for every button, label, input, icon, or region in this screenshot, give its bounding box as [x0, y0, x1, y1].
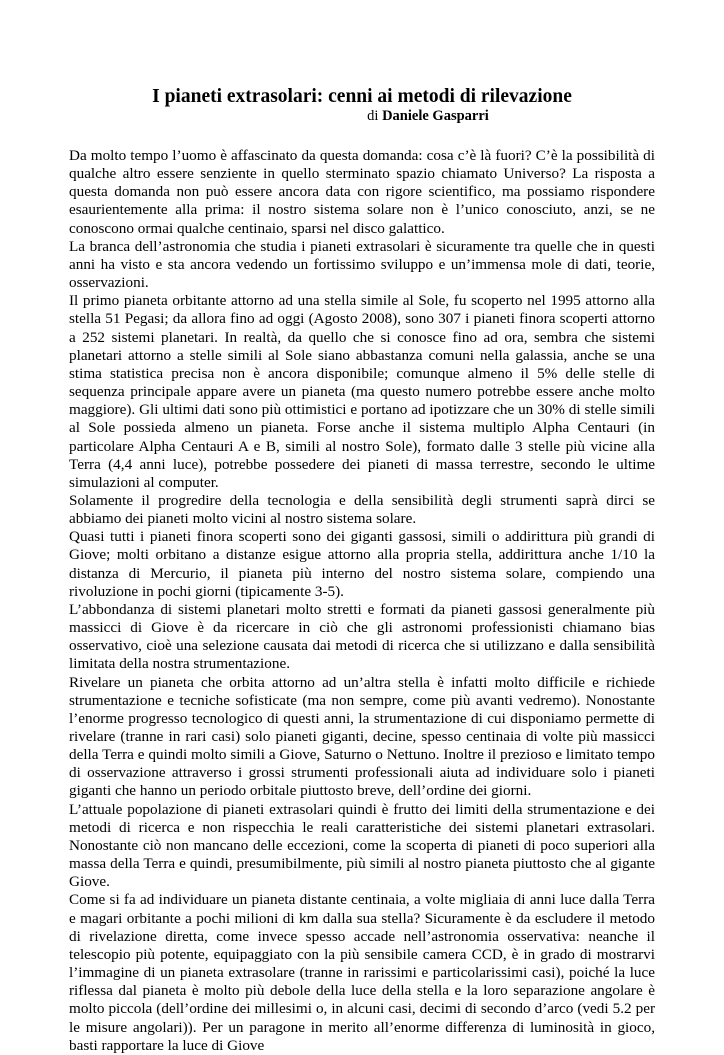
- paragraph: Rivelare un pianeta che orbita attorno ad un’altra stella è infatti molto difficile e richiede strumentazione e tecniche sofisticate (ma non sempre, come più avanti vedremo). Nonostante l’enorme progresso tecnologico di questi anni, la strumentazione di cui disponiamo permette di rivelare (tranne in rari casi) solo pianeti giganti, decine, spesso centinaia di volte più massicci della Terra e quindi molto simili a Giove, Saturno o Nettuno. Inoltre il prezioso e limitato tempo di osservazione attraverso i grossi strumenti professionali aiuta ad individuare solo i pianeti giganti che hanno un periodo orbitale piuttosto breve, dell’ordine dei giorni.: [69, 673, 655, 800]
- document-page: [69, 86, 655, 1055]
- document-body: [69, 147, 655, 1055]
- paragraph: Quasi tutti i pianeti finora scoperti sono dei giganti gassosi, simili o addirittura più grandi di Giove; molti orbitano a distanze esigue attorno alla propria stella, addirittura anche 1/10 la distanza di Mercurio, il pianeta più interno del nostro sistema solare, compiendo una rivoluzione in pochi giorni (tipicamente 3-5).: [69, 528, 655, 600]
- paragraph: Solamente il progredire della tecnologia e della sensibilità degli strumenti saprà dirci se abbiamo dei pianeti molto vicini al nostro sistema solare.: [69, 491, 655, 528]
- paragraph: Da molto tempo l’uomo è affascinato da questa domanda: cosa c’è là fuori? C’è la possibilità di qualche altro essere senziente in quello sterminato spazio chiamato Universo? La risposta a questa domanda non può essere ancora data con rigore scientifico, ma possiamo rispondere esaurientemente alla prima: il nostro sistema solare non è l’unico conosciuto, anzi, se ne conoscono ormai qualche centinaio, sparsi nel disco galattico.: [69, 147, 655, 237]
- paragraph: La branca dell’astronomia che studia i pianeti extrasolari è sicuramente tra quelle che in questi anni ha visto e sta ancora vedendo un fortissimo sviluppo e un’immensa mole di dati, teorie, osservazioni.: [69, 237, 655, 292]
- paragraph: Come si fa ad individuare un pianeta distante centinaia, a volte migliaia di anni luce dalla Terra e magari orbitante a pochi milioni di km dalla sua stella? Sicuramente è da escludere il metodo di rivelazione diretta, come invece spesso accade nell’astronomia osservativa: neanche il telescopio più potente, equipaggiato con la più sensibile camera CCD, è in grado di mostrarvi l’immagine di un pianeta extrasolare (tranne in rarissimi e particolarissimi casi), poiché la luce riflessa dal pianeta è molto più debole della luce della stella e la loro separazione angolare è molto piccola (dell’ordine dei millesimi o, in alcuni casi, decimi di secondo d’arco (vedi 5.2 per le misure angolari)). Per un paragone in merito all’enorme differenza di luminosità in gioco, basti rapportare la luce di Giove: [69, 891, 655, 1054]
- document-title: I pianeti extrasolari: cenni ai metodi di rilevazione: [152, 86, 572, 107]
- byline: [135, 108, 721, 125]
- byline-prefix: di: [367, 108, 379, 124]
- paragraph: L’abbondanza di sistemi planetari molto stretti e formati da pianeti gassosi generalmente più massicci di Giove è da ricercare in ciò che gli astronomi professionisti chiamano bias osservativo, cioè una selezione causata dai metodi di ricerca che si utilizzano e dalla sensibilità limitata della nostra strumentazione.: [69, 600, 655, 673]
- paragraph: L’attuale popolazione di pianeti extrasolari quindi è frutto dei limiti della strumentazione e dei metodi di ricerca e non rispecchia le reali caratteristiche dei sistemi planetari extrasolari. Nonostante ciò non mancano delle eccezioni, come la scoperta di pianeti di poco superiori alla massa della Terra e quindi, presumibilmente, più simili al nostro pianeta piuttosto che al gigante Giove.: [69, 800, 655, 891]
- author-name: Daniele Gasparri: [382, 108, 489, 124]
- paragraph: Il primo pianeta orbitante attorno ad una stella simile al Sole, fu scoperto nel 1995 attorno alla stella 51 Pegasi; da allora fino ad oggi (Agosto 2008), sono 307 i pianeti finora scoperti attorno a 252 sistemi planetari. In realtà, da quello che si conosce fino ad ora, sembra che sistemi planetari attorno a stelle simili al Sole siano abbastanza comuni nella galassia, anche se una stima statistica precisa non è ancora disponibile; comunque almeno il 5% delle stelle di sequenza principale appare avere un pianeta (ma questo numero potrebbe essere anche molto maggiore). Gli ultimi dati sono più ottimistici e portano ad ipotizzare che un 30% di stelle simili al Sole possieda almeno un pianeta. Forse anche il sistema multiplo Alpha Centauri (in particolare Alpha Centauri A e B, simili al nostro Sole), formato dalle 3 stelle più vicine alla Terra (4,4 anni luce), potrebbe possedere dei pianeti di massa terrestre, secondo le ultime simulazioni al computer.: [69, 292, 655, 491]
